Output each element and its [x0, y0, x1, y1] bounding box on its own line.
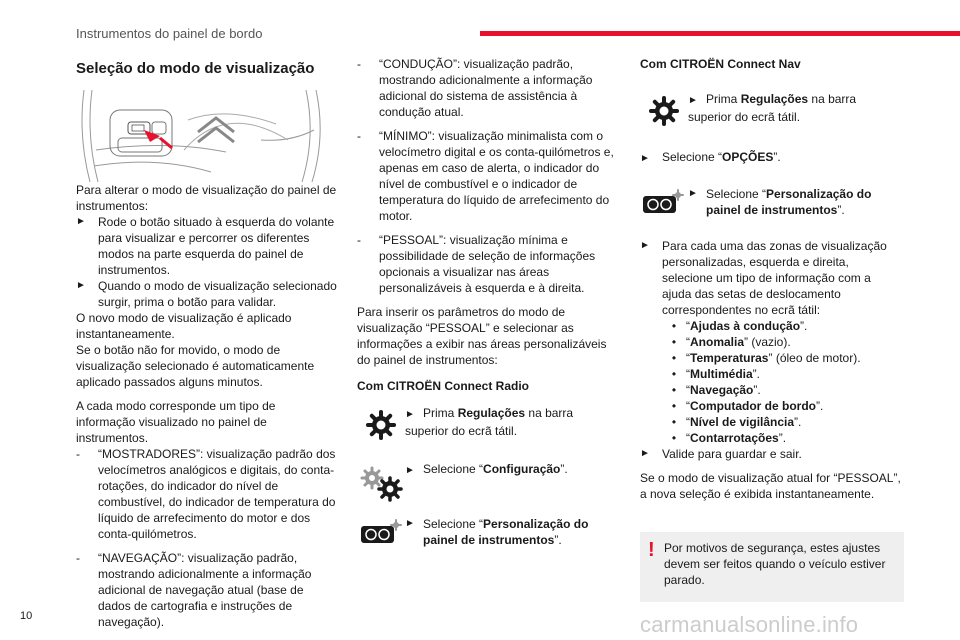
info-option-item: • “Nível de vigilância”. — [640, 414, 902, 430]
pointer-icon: ► — [405, 518, 415, 529]
press-settings-step: ► Prima Regulações na barra superior do ecrã tátil. — [405, 406, 574, 438]
pointer-icon: ► — [688, 188, 698, 199]
pointer-icon: ► — [688, 95, 698, 106]
modes-intro: A cada modo corresponde um tipo de informação visualizado no painel de instrumentos. — [76, 399, 276, 445]
mode-conducao: “CONDUÇÃO”: visualização padrão, mostrando adicionalmente a informação adicional do sistema de assistência à condução atual. — [379, 57, 593, 119]
bullet-item — [76, 214, 338, 278]
bullet-text: Rode o botão situado à esquerda do volante para visualizar e percorrer os diferentes modos na parte esquerda do painel de instrumentos. — [98, 215, 335, 277]
mode-item: - “MOSTRADORES”: visualização padrão dos velocímetros analógicos e digitais, do conta-rotações, do indicador do nível de combustível, do indicador de temperatura do líquido de arrefecimento do motor e dos conta-quilómetros. — [76, 446, 338, 542]
mode-item: - “NAVEGAÇÃO”: visualização padrão, mostrando adicionalmente a informação adicional de navegação atual (base de dados de cartografia e instruções de navegação). — [76, 550, 338, 630]
para-cada-step: ► Para cada uma das zonas de visualização personalizadas, esquerda e direita, selecione um tipo de informação com a ajuda das setas de deslocamento correspondentes no ecrã tátil: — [640, 239, 887, 317]
info-option-item: • “Navegação”. — [640, 382, 902, 398]
valide-step: ► Valide para guardar e sair. — [640, 447, 802, 461]
select-personalizacao-step: ► Selecione “Personalização do painel de instrumentos”. — [405, 517, 589, 547]
pointer-icon: ► — [405, 465, 415, 476]
mode-item: - “MÍNIMO”: visualização minimalista com o velocímetro digital e os conta-quilómetros e, apenas em caso de alerta, o indicador do nível de combustível e o indicador de temperatura do líquido de arrefecimento do motor. — [357, 128, 619, 224]
bullet-dot: • — [671, 431, 677, 445]
settings-gear-icon — [366, 410, 396, 440]
instrument-panel-icon — [642, 188, 684, 216]
bullet-dot: • — [671, 367, 677, 381]
intro-text: Para alterar o modo de visualização do painel de instrumentos: — [76, 183, 337, 213]
pointer-icon: ► — [76, 216, 86, 227]
pointer-icon: ► — [640, 153, 650, 164]
safety-warning-text: Por motivos de segurança, estes ajustes devem ser feitos quando o veículo estiver parado. — [664, 541, 886, 587]
configuration-gears-icon — [360, 466, 406, 502]
settings-gear-icon — [649, 96, 679, 126]
header-accent-bar — [480, 31, 960, 36]
watermark: carmanualsonline.info — [640, 612, 859, 637]
bullet-text: Quando o modo de visualização selecionado surgir, prima o botão para validar. — [98, 279, 337, 309]
info-options-list — [640, 318, 902, 446]
info-option-item: • “Multimédia”. — [640, 366, 902, 382]
mode-navegacao: “NAVEGAÇÃO”: visualização padrão, mostrando adicionalmente a informação adicional de navegação atual (base de dados de cartografia e instruções de navegação). — [98, 551, 312, 629]
bullet-dot: • — [671, 399, 677, 413]
select-personalizacao-step: ► Selecione “Personalização do painel de instrumentos”. — [688, 187, 872, 217]
info-option-item: • “Anomalia” (vazio). — [640, 334, 902, 350]
bullet-dot: • — [671, 415, 677, 429]
steering-wheel-illustration — [76, 90, 336, 182]
mode-pessoal: “PESSOAL”: visualização mínima e possibilidade de seleção de informações opcionais a visualizar nas áreas personalizáveis à esquerda e à direita. — [379, 233, 596, 295]
section-title: Seleção do modo de visualização — [76, 60, 315, 77]
applied-text: O novo modo de visualização é aplicado instantaneamente. — [76, 311, 292, 341]
instrument-panel-icon — [360, 518, 402, 546]
bullet-item — [76, 278, 338, 310]
inserir-text: Para inserir os parâmetros do modo de visualização “PESSOAL” e selecionar as informações a exibir nas áreas personalizáveis do painel de instrumentos: — [357, 305, 607, 367]
nav-title: Com CITROËN Connect Nav — [640, 57, 801, 71]
info-option-item: • “Temperaturas” (óleo de motor). — [640, 350, 902, 366]
mode-item: - “PESSOAL”: visualização mínima e possibilidade de seleção de informações opcionais a visualizar nas áreas personalizáveis à esquerda e à direita. — [357, 232, 619, 296]
radio-title: Com CITROËN Connect Radio — [357, 379, 530, 393]
pessoal-note: Se o modo de visualização atual for “PESSOAL”, a nova seleção é exibida instantaneamente. — [640, 471, 901, 501]
info-option-item: • “Computador de bordo”. — [640, 398, 902, 414]
page-number: 10 — [20, 610, 33, 622]
select-configuracao-step: ► Selecione “Configuração”. — [405, 461, 595, 479]
bullet-dot: • — [671, 383, 677, 397]
mode-mostradores: “MOSTRADORES”: visualização padrão dos velocímetros analógicos e digitais, do conta-rotações, do indicador do nível de combustível, do indicador de temperatura do líquido de arrefecimento do motor e dos conta-quilómetros. — [98, 447, 336, 541]
bullet-dot: • — [671, 335, 677, 349]
pointer-icon: ► — [76, 280, 86, 291]
info-option-item: • “Ajudas à condução”. — [640, 318, 902, 334]
mode-minimo: “MÍNIMO”: visualização minimalista com o velocímetro digital e os conta-quilómetros e, apenas em caso de alerta, o indicador do nível de combustível e o indicador de temperatura do líquido de arrefecimento do motor. — [379, 129, 614, 223]
pointer-icon: ► — [640, 240, 650, 251]
press-settings-step: ► Prima Regulações na barra superior do ecrã tátil. — [688, 92, 857, 124]
info-option-item: • “Contarrotações”. — [640, 430, 902, 446]
warning-icon: ! — [648, 539, 655, 561]
auto-apply-text: Se o botão não for movido, o modo de visualização selecionado é automaticamente aplicado passados alguns minutos. — [76, 343, 315, 389]
safety-warning-box — [640, 532, 904, 602]
running-header: Instrumentos do painel de bordo — [76, 26, 263, 41]
pointer-icon: ► — [640, 448, 650, 459]
bullet-dot: • — [671, 319, 677, 333]
mode-item: - “CONDUÇÃO”: visualização padrão, mostrando adicionalmente a informação adicional do sistema de assistência à condução atual. — [357, 56, 619, 120]
pointer-icon: ► — [405, 409, 415, 420]
select-opcoes-step: ► Selecione “OPÇÕES”. — [640, 149, 902, 167]
bullet-dot: • — [671, 351, 677, 365]
